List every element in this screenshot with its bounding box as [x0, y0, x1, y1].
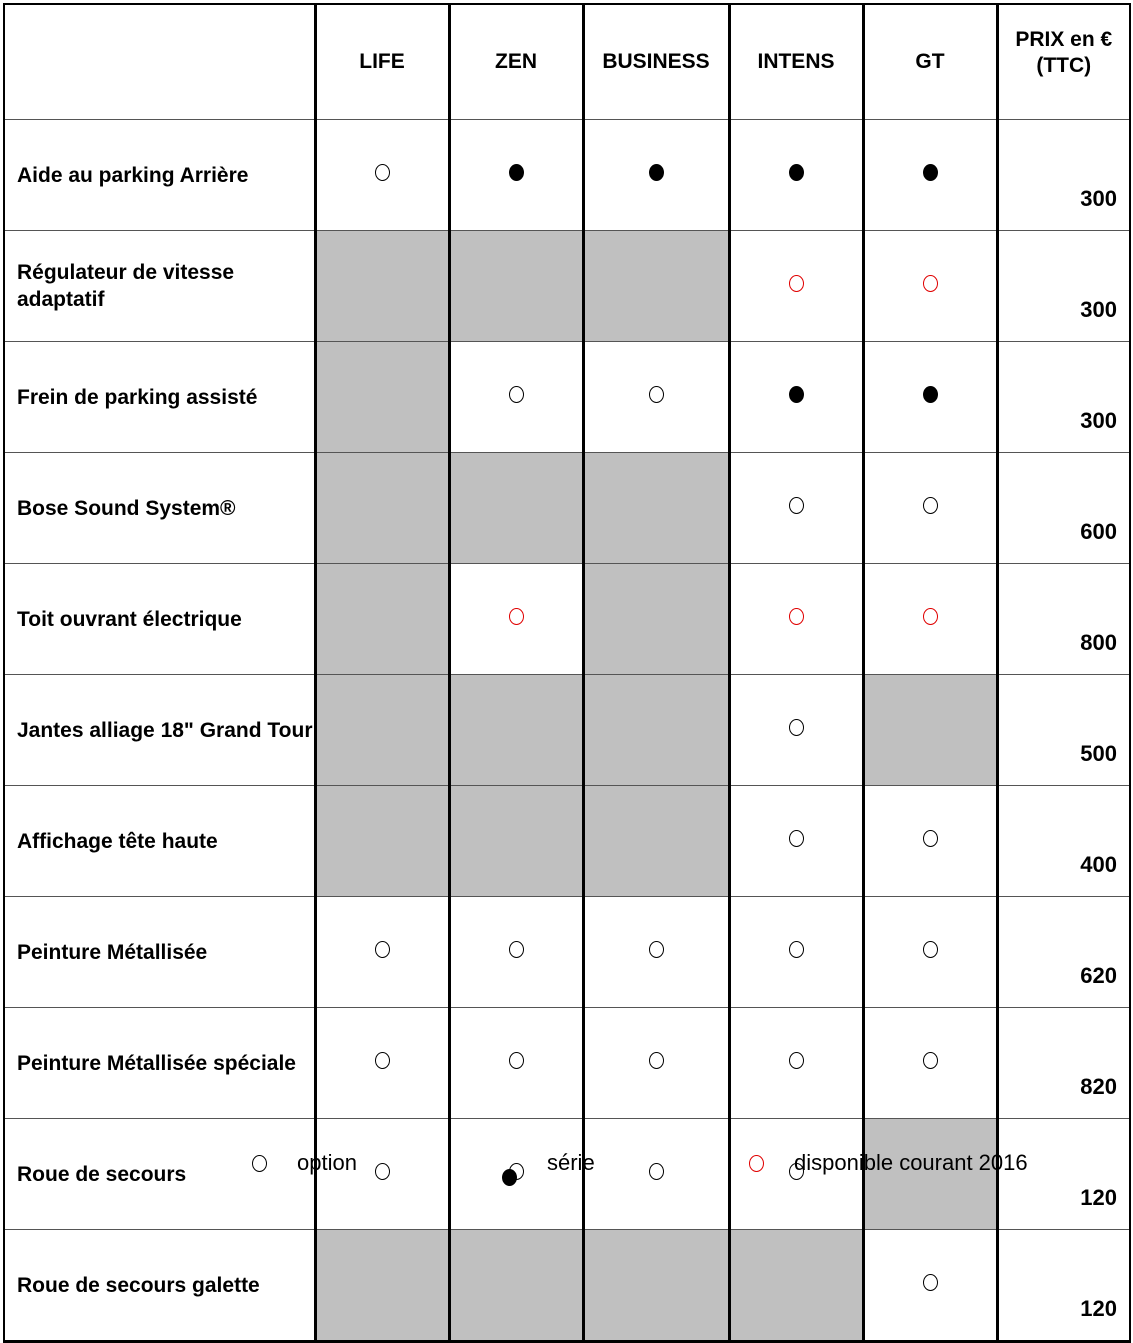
- serie-dot-icon: [502, 1169, 517, 1186]
- option-circle-icon: [509, 941, 524, 958]
- cell-life-unavailable: [315, 1230, 449, 1342]
- feature-label: Roue de secours galette: [4, 1230, 315, 1342]
- serie-dot-icon: [923, 386, 938, 403]
- option-circle-icon: [789, 941, 804, 958]
- feature-label: Aide au parking Arrière: [4, 120, 315, 231]
- option-circle-icon: [649, 386, 664, 403]
- cell-business-unavailable: [583, 675, 729, 786]
- table-row: [4, 342, 1130, 453]
- option-circle-icon: [375, 941, 390, 958]
- option-circle-icon: [789, 497, 804, 514]
- cell-business-unavailable: [583, 1230, 729, 1342]
- table-row: [4, 1008, 1130, 1119]
- option-circle-icon: [649, 1052, 664, 1069]
- legend-red-label: disponible courant 2016: [794, 1150, 1028, 1175]
- cell-zen: [449, 564, 583, 675]
- option-circle-icon: [789, 830, 804, 847]
- red-circle-icon: [749, 1155, 764, 1172]
- header-trim-business: BUSINESS: [583, 4, 729, 120]
- option-circle-icon: [649, 941, 664, 958]
- serie-dot-icon: [789, 164, 804, 181]
- cell-intens-unavailable: [729, 1230, 863, 1342]
- price-value: 500: [997, 675, 1130, 786]
- cell-business: [583, 342, 729, 453]
- header-trim-intens: INTENS: [729, 4, 863, 120]
- price-value: 120: [997, 1119, 1130, 1230]
- option-circle-icon: [923, 941, 938, 958]
- cell-gt: [863, 453, 997, 564]
- feature-label: Peinture Métallisée spéciale: [4, 1008, 315, 1119]
- cell-intens: [729, 675, 863, 786]
- feature-label: Affichage tête haute: [4, 786, 315, 897]
- cell-gt: [863, 897, 997, 1008]
- cell-business-unavailable: [583, 564, 729, 675]
- cell-business-unavailable: [583, 786, 729, 897]
- feature-label: Jantes alliage 18" Grand Tour: [4, 675, 315, 786]
- price-value: 400: [997, 786, 1130, 897]
- price-value: 120: [997, 1230, 1130, 1342]
- cell-gt: [863, 786, 997, 897]
- cell-gt: [863, 564, 997, 675]
- cell-business: [583, 1119, 729, 1230]
- cell-life-unavailable: [315, 453, 449, 564]
- cell-zen: [449, 342, 583, 453]
- option-circle-icon: [789, 1052, 804, 1069]
- serie-dot-icon: [649, 164, 664, 181]
- cell-zen-unavailable: [449, 786, 583, 897]
- cell-intens: [729, 231, 863, 342]
- legend-serie-label: série: [547, 1150, 595, 1175]
- serie-dot-icon: [789, 386, 804, 403]
- table-row: [4, 120, 1130, 231]
- option-circle-icon: [923, 1274, 938, 1291]
- option-circle-icon: [649, 1163, 664, 1180]
- header-trim-life: LIFE: [315, 4, 449, 120]
- feature-label: Roue de secours: [4, 1119, 315, 1230]
- cell-life-unavailable: [315, 231, 449, 342]
- feature-label: Peinture Métallisée: [4, 897, 315, 1008]
- cell-life-unavailable: [315, 786, 449, 897]
- cell-intens: [729, 786, 863, 897]
- option-circle-icon: [375, 1052, 390, 1069]
- serie-dot-icon: [923, 164, 938, 181]
- table-row: [4, 453, 1130, 564]
- cell-business-unavailable: [583, 453, 729, 564]
- option-circle-icon: [923, 497, 938, 514]
- cell-life: [315, 120, 449, 231]
- feature-label: Toit ouvrant électrique: [4, 564, 315, 675]
- cell-gt-unavailable: [863, 675, 997, 786]
- cell-intens: [729, 1008, 863, 1119]
- price-value: 600: [997, 453, 1130, 564]
- feature-label: Frein de parking assisté: [4, 342, 315, 453]
- table-row: [4, 675, 1130, 786]
- option-circle-icon: [923, 830, 938, 847]
- legend-red: [749, 1150, 1028, 1176]
- cell-life-unavailable: [315, 675, 449, 786]
- cell-life: [315, 1008, 449, 1119]
- red-circle-icon: [789, 608, 804, 625]
- cell-gt: [863, 1230, 997, 1342]
- cell-gt: [863, 231, 997, 342]
- cell-intens: [729, 453, 863, 564]
- cell-intens: [729, 564, 863, 675]
- price-value: 620: [997, 897, 1130, 1008]
- cell-business: [583, 897, 729, 1008]
- cell-life-unavailable: [315, 564, 449, 675]
- cell-business: [583, 120, 729, 231]
- header-price-text: PRIX en € (TTC): [1015, 28, 1113, 77]
- cell-life: [315, 897, 449, 1008]
- cell-gt: [863, 1008, 997, 1119]
- option-circle-icon: [789, 719, 804, 736]
- cell-gt: [863, 120, 997, 231]
- header-feature: [4, 4, 315, 120]
- option-circle-icon: [509, 1052, 524, 1069]
- legend-option: [252, 1150, 357, 1176]
- table-row: [4, 564, 1130, 675]
- cell-gt: [863, 342, 997, 453]
- legend-serie: [502, 1150, 595, 1176]
- option-circle-icon: [252, 1155, 267, 1172]
- price-value: 300: [997, 342, 1130, 453]
- cell-business-unavailable: [583, 231, 729, 342]
- price-value: 820: [997, 1008, 1130, 1119]
- header-row: [4, 4, 1130, 120]
- table-row: [4, 1230, 1130, 1342]
- cell-intens: [729, 120, 863, 231]
- feature-label: Bose Sound System®: [4, 453, 315, 564]
- cell-intens: [729, 897, 863, 1008]
- header-price: [997, 4, 1130, 120]
- option-circle-icon: [375, 164, 390, 181]
- cell-zen-unavailable: [449, 1230, 583, 1342]
- serie-dot-icon: [509, 164, 524, 181]
- option-circle-icon: [375, 1163, 390, 1180]
- cell-zen-unavailable: [449, 453, 583, 564]
- cell-life-unavailable: [315, 342, 449, 453]
- table-row: [4, 231, 1130, 342]
- table-row: [4, 897, 1130, 1008]
- options-table: [3, 3, 1131, 1343]
- header-trim-gt: GT: [863, 4, 997, 120]
- red-circle-icon: [923, 608, 938, 625]
- table-row: [4, 786, 1130, 897]
- price-value: 300: [997, 120, 1130, 231]
- cell-intens: [729, 342, 863, 453]
- option-circle-icon: [509, 386, 524, 403]
- cell-business: [583, 1008, 729, 1119]
- option-circle-icon: [923, 1052, 938, 1069]
- header-trim-zen: ZEN: [449, 4, 583, 120]
- red-circle-icon: [923, 275, 938, 292]
- price-value: 300: [997, 231, 1130, 342]
- cell-zen-unavailable: [449, 675, 583, 786]
- cell-zen: [449, 120, 583, 231]
- legend-option-label: option: [297, 1150, 357, 1175]
- cell-zen: [449, 1008, 583, 1119]
- cell-zen-unavailable: [449, 231, 583, 342]
- red-circle-icon: [789, 275, 804, 292]
- price-value: 800: [997, 564, 1130, 675]
- red-circle-icon: [509, 608, 524, 625]
- feature-label: Régulateur de vitesse adaptatif: [4, 231, 315, 342]
- cell-zen: [449, 897, 583, 1008]
